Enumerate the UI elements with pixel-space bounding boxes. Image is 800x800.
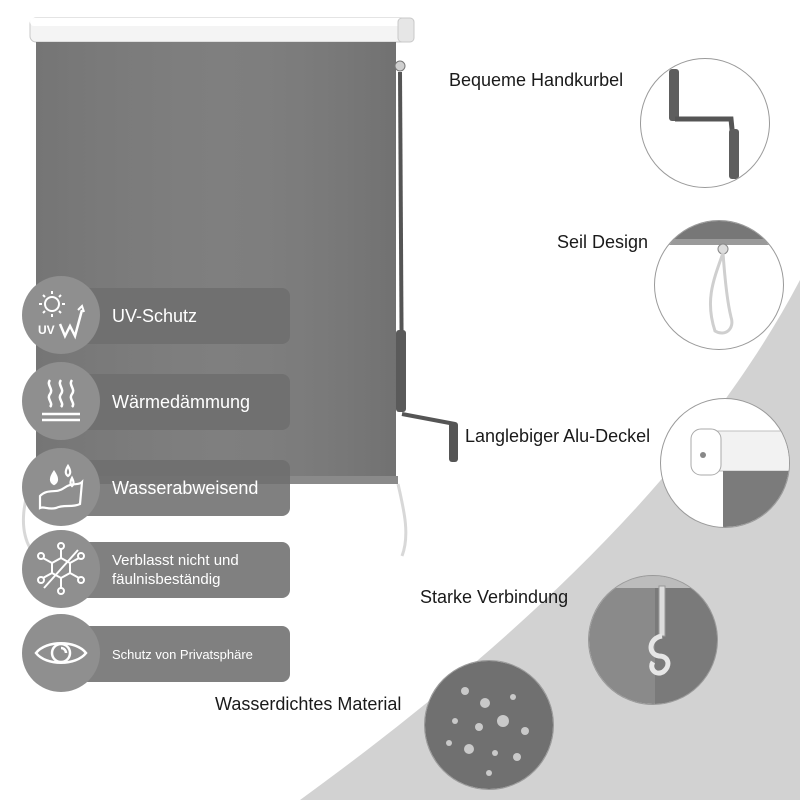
detail-rope-image	[654, 220, 784, 350]
callout-rope: Seil Design	[557, 232, 649, 252]
feature-uv-protection	[22, 276, 272, 354]
molecule-icon	[22, 530, 100, 608]
feature-water-repellent	[22, 448, 272, 526]
callout-crank: Bequeme Handkurbel	[449, 70, 624, 90]
detail-connection-image	[588, 575, 718, 705]
svg-text:UV: UV	[38, 323, 55, 337]
feature-privacy-protection	[22, 614, 272, 692]
callout-connection: Starke Verbindung	[420, 587, 569, 607]
feature-fade-rot-resistant	[22, 530, 272, 608]
feature-label: UV-Schutz	[112, 305, 198, 326]
detail-crank-image	[640, 58, 770, 188]
feature-heat-insulation	[22, 362, 272, 440]
feature-label: Schutz von Privatsphäre	[112, 646, 253, 662]
callout-cover: Langlebiger Alu-Deckel	[465, 426, 651, 446]
feature-label: Verblasst nicht und fäulnisbeständig	[112, 552, 239, 588]
callout-material: Wasserdichtes Material	[215, 694, 402, 714]
feature-label: Wärmedämmung	[112, 391, 251, 412]
uv-protection-icon	[22, 276, 100, 354]
eye-icon	[22, 614, 100, 692]
water-repellent-icon	[22, 448, 100, 526]
feature-label: Wasserabweisend	[112, 477, 259, 498]
heat-insulation-icon	[22, 362, 100, 440]
detail-cover-image	[660, 398, 790, 528]
detail-material-image	[424, 660, 554, 790]
